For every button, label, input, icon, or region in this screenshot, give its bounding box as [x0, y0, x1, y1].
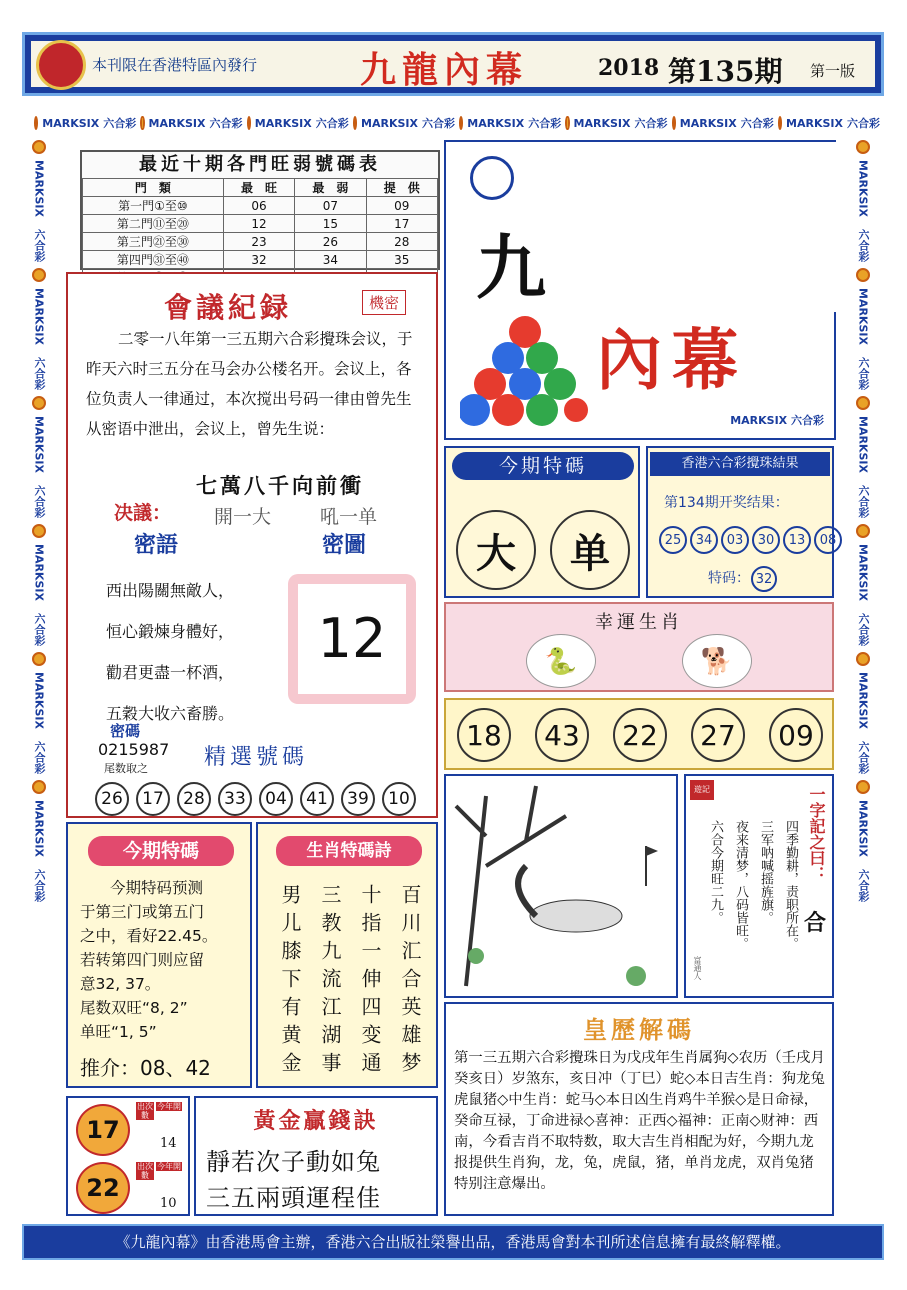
- oneword-panel: [684, 774, 834, 998]
- marksix-border-top: MARKSIX 六合彩 MARKSIX 六合彩 MARKSIX 六合彩 MARKSIX 六合彩 MARKSIX 六合彩 MARKSIX 六合彩 MARKSIX 六合彩 MARKSIX 六合彩: [30, 112, 880, 134]
- zodiac-poem-panel: [256, 822, 438, 1088]
- stat-label: 出次數: [137, 1162, 153, 1180]
- resolution-2: 吼一单: [320, 506, 378, 528]
- tip-body: 今期特码预测 于第三门或第五门 之中，看好22.45。 若转第四门则应留 意32, 37。 尾数双旺“8, 2” 单旺“1, 5”: [80, 879, 218, 1041]
- pick-numbers: [94, 782, 417, 816]
- stat-ball: 17: [76, 1104, 130, 1156]
- flower-icon: [140, 116, 144, 130]
- result-label: 第134期开奖结果：: [664, 495, 789, 511]
- lucky-panel: [444, 602, 834, 692]
- stat-count: 14: [160, 1136, 177, 1151]
- gold-title: 黃金贏錢訣: [253, 1108, 379, 1134]
- flower-icon: [32, 780, 46, 794]
- flower-icon: [856, 140, 870, 154]
- marksix-border-left: MARKSIX 六合彩 MARKSIX 六合彩 MARKSIX 六合彩 MARKSIX 六合彩 MARKSIX 六合彩 MARKSIX 六合彩: [28, 140, 50, 1200]
- gold-line-2: 三五兩頭運程佳: [206, 1184, 381, 1212]
- footer-disclaimer: 《九龍內幕》由香港馬會主辦，香港六合出版社榮譽出品，香港馬會對本刊所述信息擁有最終解釋權。: [22, 1224, 884, 1260]
- result-ball: 03: [721, 526, 749, 554]
- logo-icon: [470, 156, 514, 200]
- big-ball: 18: [457, 708, 511, 762]
- dog-icon: 🐕: [682, 634, 752, 688]
- tip-panel: [66, 822, 252, 1088]
- flower-icon: [672, 116, 676, 130]
- meeting-body: 二零一八年第一三五期六合彩攪珠会议，于昨天六时三五分在马会办公楼名开。会议上，各位负责人一律通过，本次搅出号码一律由曾先生从密语中泄出，会议上，曾先生说：: [86, 330, 413, 438]
- pick-title: 精選號碼: [204, 745, 309, 770]
- meeting-title: 會議紀録: [164, 291, 293, 324]
- almanac-title: 皇歷解碼: [583, 1015, 695, 1044]
- stat-label2: 今年開: [157, 1102, 181, 1111]
- code-note: 尾数取之: [104, 762, 148, 775]
- pick-ball: 10: [382, 782, 416, 816]
- issue-number: 第135期: [668, 55, 783, 88]
- result-panel: [646, 446, 837, 598]
- secret-tag: 機密: [362, 290, 406, 315]
- squirrel-tree-illustration: [446, 776, 676, 996]
- result-balls: [658, 526, 843, 554]
- table-header: 最 旺: [223, 179, 294, 197]
- issue-year: 2018: [598, 55, 660, 81]
- meeting-poem: 西出陽關無敵人， 恒心鍛煉身體好， 勸君更盡一杯酒， 五穀大收六畜勝。: [106, 581, 235, 723]
- oneword-answer: 合: [803, 910, 826, 936]
- special-number-label: 特码： 32: [708, 566, 778, 592]
- zodiac-poem-verse: 百川汇合英雄梦 十指一伸四变通 三教九流江湖事 男儿膝下有黄金: [278, 884, 422, 1080]
- lottery-balls-pyramid: [460, 312, 590, 432]
- masthead-title: 九龍內幕: [360, 49, 529, 91]
- logo-red-chars: 內幕: [596, 321, 748, 399]
- lucky-title: 幸運生肖: [595, 612, 683, 633]
- pick-ball: 33: [218, 782, 252, 816]
- big-ball: 43: [535, 708, 589, 762]
- code-number: 0215987: [98, 740, 170, 759]
- flower-icon: [856, 396, 870, 410]
- gold-line-1: 靜若次子動如兔: [206, 1148, 381, 1176]
- stat-ball: 22: [76, 1162, 130, 1214]
- oneword-verse: 四季勤耕，责职所在。 三军呐喊摇旌旗。 夜来清梦，八码皆旺。 六合今期旺二九。: [708, 820, 798, 950]
- flower-icon: [778, 116, 782, 130]
- meeting-quote: 七萬八千向前衝: [196, 473, 364, 498]
- flower-icon: [353, 116, 357, 130]
- flower-icon: [856, 524, 870, 538]
- table-row: 第三門㉑至㉚ 23 26 28: [83, 233, 438, 251]
- gold-panel: [194, 1096, 438, 1216]
- tip-recommend: 推介：08、42: [80, 1056, 211, 1080]
- flower-icon: [32, 268, 46, 282]
- pick-ball: 41: [300, 782, 334, 816]
- flower-icon: [32, 652, 46, 666]
- header-notice: 本刊限在香港特區內發行: [92, 56, 258, 74]
- flower-icon: [34, 116, 38, 130]
- logo-brand: MARKSIX 六合彩: [730, 414, 824, 427]
- table-title: 最近十期各門旺弱號碼表: [139, 154, 381, 175]
- flower-icon: [32, 524, 46, 538]
- stat-count: 10: [160, 1196, 177, 1211]
- logo-big-char: 九: [476, 226, 546, 309]
- flower-icon: [565, 116, 569, 130]
- almanac-panel: [444, 1002, 834, 1216]
- flower-icon: [856, 652, 870, 666]
- flower-icon: [32, 396, 46, 410]
- flower-icon: [247, 116, 251, 130]
- code-words-label: 密語: [134, 532, 179, 558]
- stat-label2: 今年開: [157, 1162, 181, 1171]
- stat-label: 出次數: [137, 1102, 153, 1120]
- resolution-1: 開一大: [214, 506, 272, 528]
- table-row: 第四門㉛至㊵ 32 34 35: [83, 251, 438, 269]
- logo-panel: [444, 140, 836, 440]
- resolution-label: 决議：: [114, 502, 172, 524]
- big-ball: 22: [613, 708, 667, 762]
- stats-panel: [66, 1096, 190, 1216]
- table-header: 最 弱: [295, 179, 366, 197]
- table-header: 門 類: [83, 179, 224, 197]
- flower-icon: [459, 116, 463, 130]
- zodiac-poem-title: 生肖特碼詩: [276, 836, 422, 866]
- flower-icon: [856, 268, 870, 282]
- flower-icon: [32, 140, 46, 154]
- result-ball: 30: [752, 526, 780, 554]
- result-ball: 25: [659, 526, 687, 554]
- special-char-big: 大: [456, 510, 536, 590]
- code-map-card: [288, 574, 416, 704]
- hot-cold-table: [80, 150, 440, 270]
- result-ball: 34: [690, 526, 718, 554]
- special-panel: [444, 446, 640, 598]
- meeting-panel: [66, 272, 438, 818]
- oneword-title: 一字記之曰：: [807, 786, 826, 882]
- special-title: 今期特碼: [452, 452, 634, 480]
- riddle-picture: [444, 774, 678, 998]
- pick-ball: 39: [341, 782, 375, 816]
- big-ball: 09: [769, 708, 823, 762]
- snake-icon: 🐍: [526, 634, 596, 688]
- marksix-border-right: MARKSIX 六合彩 MARKSIX 六合彩 MARKSIX 六合彩 MARKSIX 六合彩 MARKSIX 六合彩 MARKSIX 六合彩: [852, 140, 874, 1200]
- table-row: 第二門⑪至⑳ 12 15 17: [83, 215, 438, 233]
- big-balls-panel: [444, 698, 834, 770]
- pick-ball: 17: [136, 782, 170, 816]
- pick-ball: 26: [95, 782, 129, 816]
- code-title: 密碼: [110, 722, 141, 740]
- special-char-single: 单: [550, 510, 630, 590]
- bauhinia-emblem-icon: [36, 40, 86, 90]
- big-ball: 27: [691, 708, 745, 762]
- result-ball: 08: [814, 526, 842, 554]
- tip-title: 今期特碼: [88, 836, 234, 866]
- edition-label: 第一版: [810, 62, 856, 80]
- code-map-label: 密圖: [322, 532, 367, 558]
- result-ball: 13: [783, 526, 811, 554]
- table-header: 提 供: [366, 179, 437, 197]
- result-title: 香港六合彩攪珠結果: [650, 452, 830, 476]
- table-row: 第一門①至⑩ 06 07 09: [83, 197, 438, 215]
- oneword-footer: 富通人: [693, 956, 702, 980]
- flower-icon: [856, 780, 870, 794]
- pick-ball: 04: [259, 782, 293, 816]
- handwritten-code: 12: [298, 584, 406, 694]
- oneword-tag: 遊記: [690, 780, 714, 800]
- pick-ball: 28: [177, 782, 211, 816]
- almanac-body: 第一三五期六合彩攪珠日为戊戌年生肖属狗◇农历（壬戌月癸亥日）岁煞东，亥日冲（丁巳）蛇◇本日吉生肖：狗龙兔虎鼠猪◇中生肖：蛇马◇本日凶生肖鸡牛羊猴◇是日命禄，癸命互禄，丁命进禄◇喜神：正西◇福神：正南◇财神：西南，今看吉肖不取特数，取大吉生肖相配为好，今期九龙报提供生肖狗，龙，兔，虎鼠，猪，单肖龙虎，双肖兔猪特别注意爆出。: [454, 1050, 825, 1192]
- special-ball: 32: [751, 566, 777, 592]
